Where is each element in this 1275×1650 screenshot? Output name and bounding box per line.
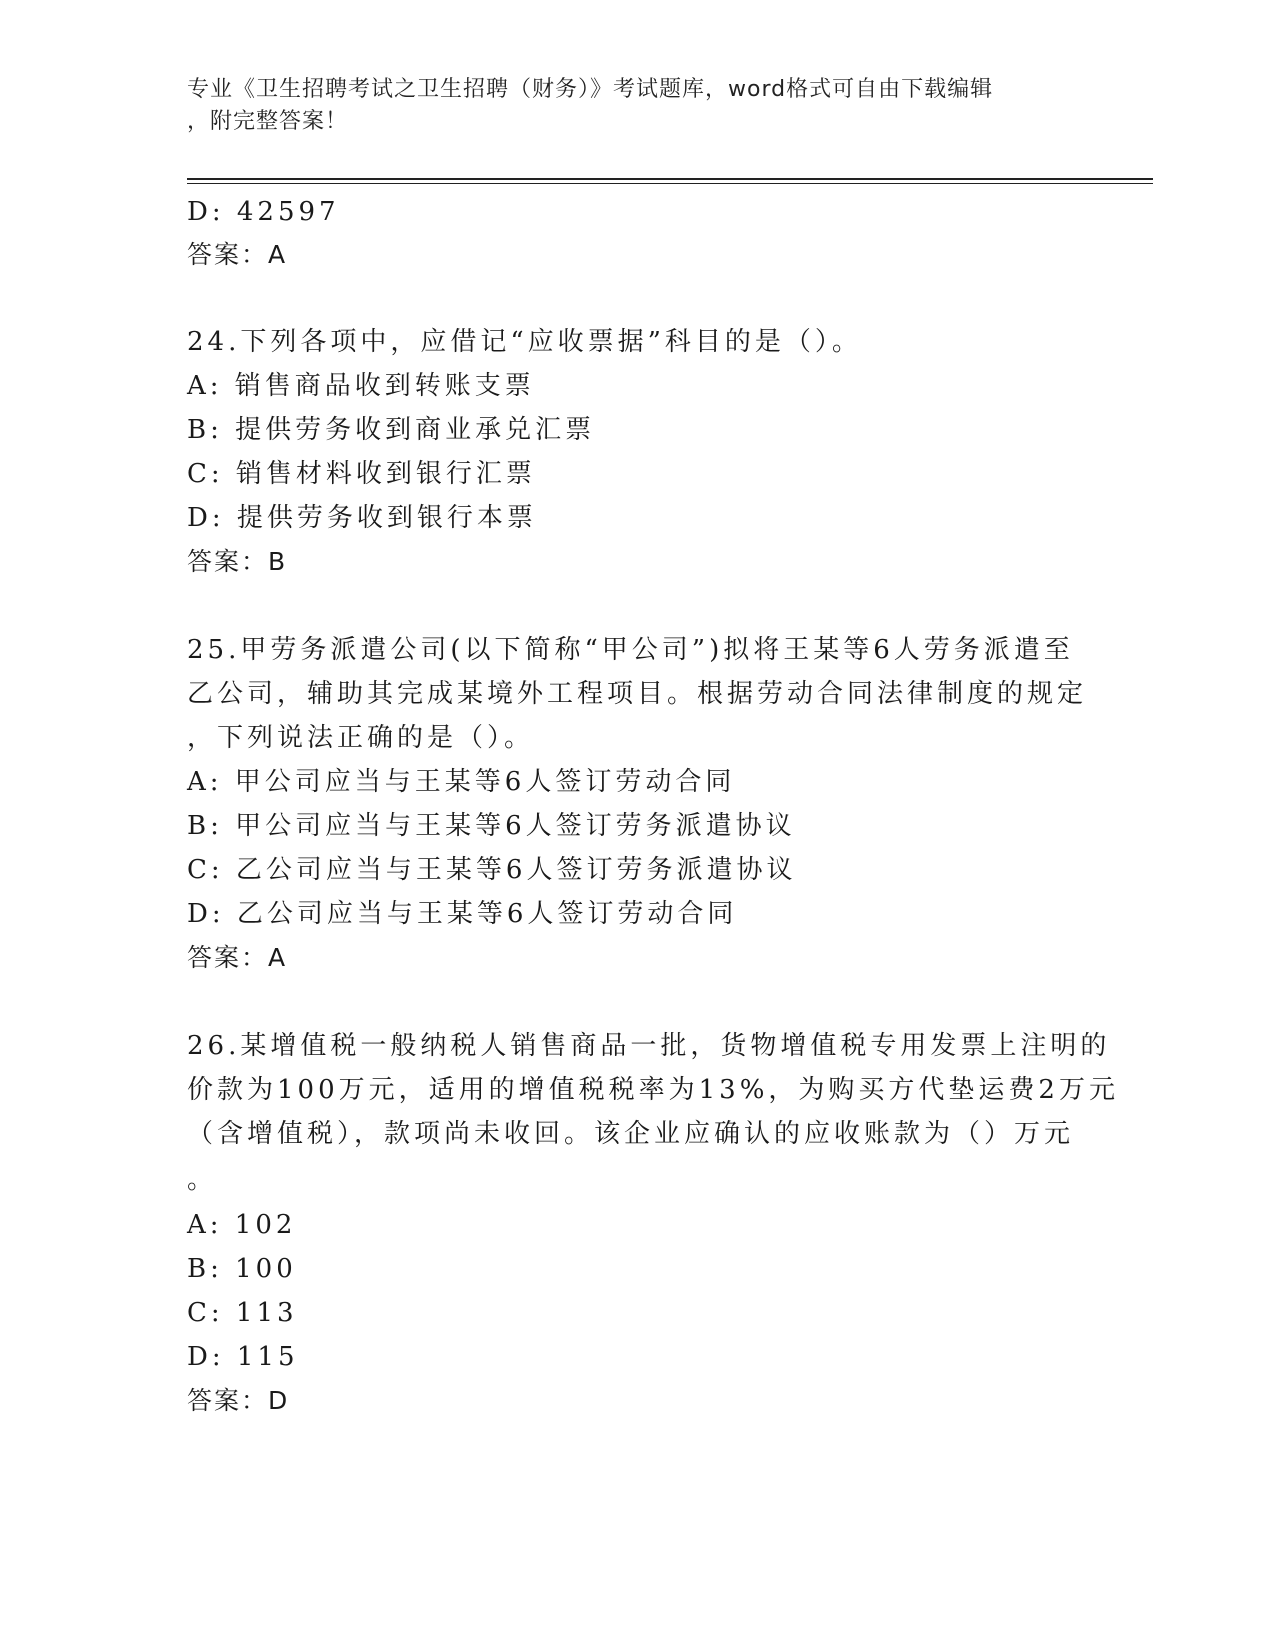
q24-option-b: B: 提供劳务收到商业承兑汇票 <box>187 415 596 445</box>
q24-option-a: A: 销售商品收到转账支票 <box>187 371 535 401</box>
q25-option-b: B: 甲公司应当与王某等6人签订劳务派遣协议 <box>187 811 796 841</box>
q26-stem-line-4: 。 <box>187 1165 218 1195</box>
q24-answer: 答案：B <box>187 547 288 576</box>
header-line-1: 专业《卫生招聘考试之卫生招聘（财务）》考试题库，word格式可自由下载编辑 <box>187 77 994 102</box>
prev-answer: 答案：A <box>187 240 288 269</box>
q26-option-a: A: 102 <box>187 1210 297 1240</box>
q26-stem-line-2: 价款为100万元，适用的增值税税率为13%，为购买方代垫运费2万元 <box>187 1075 1119 1105</box>
q24-option-d: D: 提供劳务收到银行本票 <box>187 503 537 533</box>
q25-option-c: C: 乙公司应当与王某等6人签订劳务派遣协议 <box>187 855 797 885</box>
document-header <box>187 74 1087 138</box>
q26-option-b: B: 100 <box>187 1254 297 1284</box>
q25-answer: 答案：A <box>187 943 288 972</box>
q26-stem-line-3: （含增值税），款项尚未收回。该企业应确认的应收账款为（）万元 <box>187 1119 1075 1149</box>
header-divider-thin <box>187 183 1153 184</box>
q26-option-c: C: 113 <box>187 1298 298 1328</box>
q25-option-a: A: 甲公司应当与王某等6人签订劳动合同 <box>187 767 736 797</box>
q26-option-d: D: 115 <box>187 1342 299 1372</box>
q24-stem: 24.下列各项中，应借记“应收票据”科目的是（）。 <box>187 327 862 357</box>
q25-stem-line-2: 乙公司，辅助其完成某境外工程项目。根据劳动合同法律制度的规定 <box>187 679 1088 709</box>
q25-option-d: D: 乙公司应当与王某等6人签订劳动合同 <box>187 899 738 929</box>
q24-option-c: C: 销售材料收到银行汇票 <box>187 459 536 489</box>
q26-stem-line-1: 26.某增值税一般纳税人销售商品一批，货物增值税专用发票上注明的 <box>187 1031 1111 1061</box>
q25-stem-line-1: 25.甲劳务派遣公司(以下简称“甲公司”)拟将王某等6人劳务派遣至 <box>187 635 1074 665</box>
header-line-2: ，附完整答案！ <box>187 109 349 134</box>
q26-answer: 答案：D <box>187 1386 290 1415</box>
header-divider-thick <box>187 178 1153 180</box>
q25-stem-line-3: ，下列说法正确的是（）。 <box>187 723 535 753</box>
prev-option-d: D: 42597 <box>187 197 340 227</box>
